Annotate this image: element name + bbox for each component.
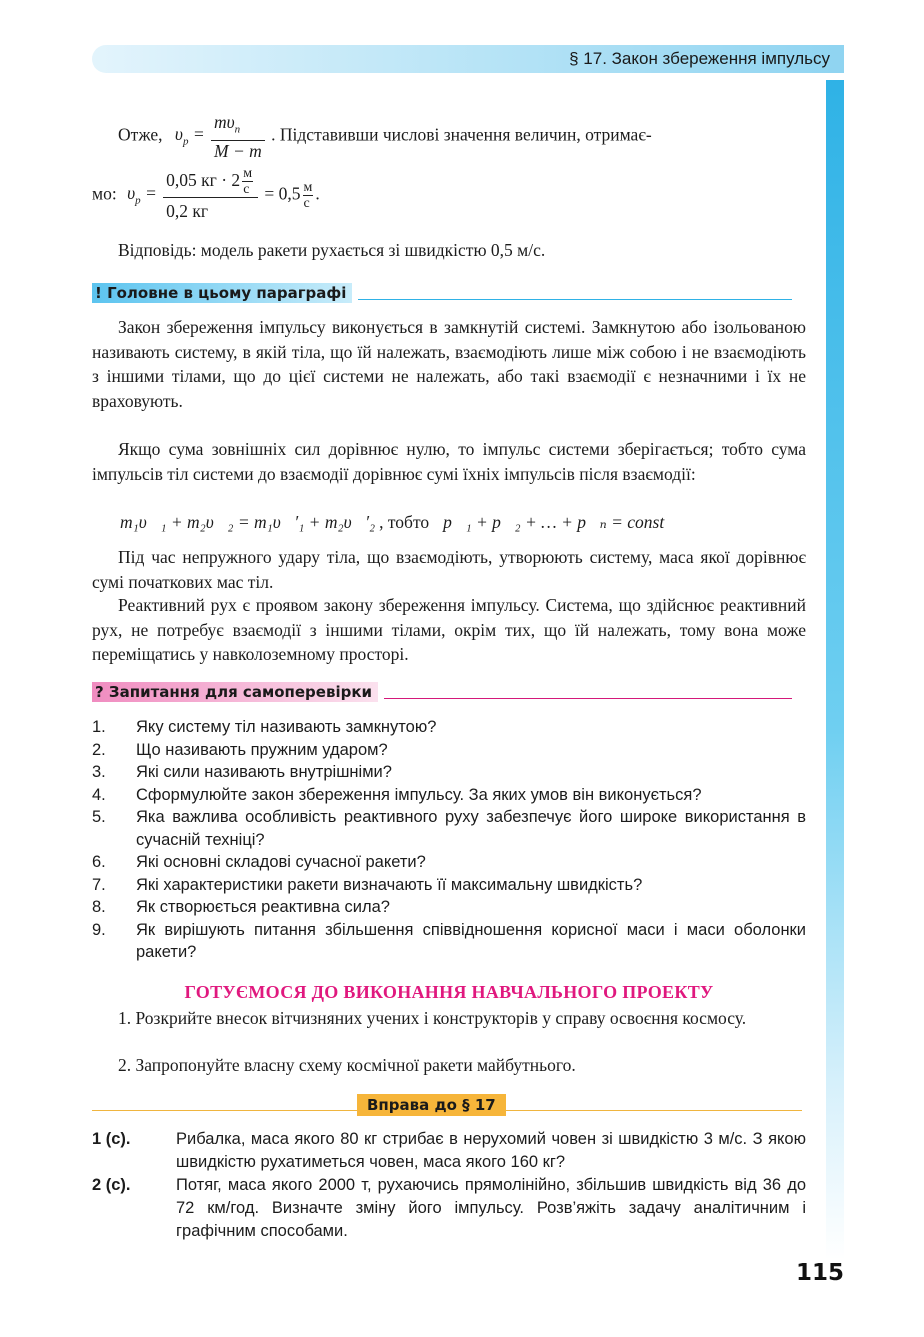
fraction-denominator: M − m — [214, 140, 262, 161]
running-header-title: § 17. Закон збереження імпульсу — [569, 49, 830, 68]
list-item-number: 4. — [92, 785, 106, 804]
solution-text: Отже, — [118, 124, 163, 145]
list-item — [92, 784, 806, 807]
unit-fraction — [242, 166, 253, 197]
solution-line-2: мо: $\upsilon_р$ = 0,05 кг · 2 $\frac{м}{с}$ 0,2 кг = 0,5 $\frac{м}{с}$ . — [92, 166, 808, 224]
list-item-text: Сформулюйте закон збереження імпульсу. За яких умов він виконується? — [136, 785, 702, 804]
formula-connector: , тобто — [379, 512, 430, 532]
summary-paragraph-3: Під час непружного удару тіла, що взаємодіють, утворюють систему, маса якої дорівнює сумі початкових мас тіл. — [92, 547, 806, 592]
list-item-text: Яка важлива особливість реактивного руху забезпечує його широке використання в сучасній техніці? — [136, 808, 806, 849]
exercise-text: Рибалка, маса якого 80 кг стрибає в нерухомий човен зі швидкістю 3 м/с. З якою швидкістю рухатиметься човен, маса якого 160 кг? — [176, 1130, 806, 1171]
unit-top: м — [303, 179, 313, 195]
page-edge-stripe — [826, 80, 844, 1260]
exercise-number: 1 (с). — [92, 1130, 131, 1148]
questions-heading-row — [92, 682, 792, 702]
questions-heading: ? Запитання для самоперевірки — [92, 682, 378, 702]
velocity-fraction — [211, 112, 265, 161]
project-item-1: 1. Розкрийте внесок вітчизняних учених і конструкторів у справу освоєння космосу. — [118, 1008, 747, 1028]
list-item — [92, 716, 806, 739]
list-item — [92, 739, 806, 762]
summary-heading-rule — [358, 299, 792, 300]
formula-left: m₁υ⃗₁ + m₂υ⃗₂ = m₁υ⃗′₁ + m₂υ⃗′₂ — [120, 512, 376, 532]
list-item-text: Яку систему тіл називають замкнутою? — [136, 718, 437, 736]
summary-paragraph-4: Реактивний рух є проявом закону збереження імпульсу. Система, що здійснює реактивний рух, не потребує взаємодії з іншими тілами, окрім тих, що їй належать, тому вона може переміщатись у навколоземному просторі. — [92, 595, 806, 664]
solution-text-end: . Підставивши числові значення величин, отримає- — [271, 124, 652, 145]
exercise-list — [92, 1128, 806, 1243]
list-item — [92, 919, 806, 964]
numeric-result: = 0,5 — [264, 183, 301, 204]
unit-top: м — [243, 166, 253, 182]
list-item-number: 6. — [92, 853, 106, 871]
numeric-numerator: 0,05 кг · 2 — [166, 170, 241, 190]
list-item-number: 1. — [92, 718, 106, 736]
solution-line-1: Отже, $\upsilon_р$ = $\frac{m\upsilon_п}{M - m}$ . Підставивши числові значення величин, отримає- — [118, 112, 652, 161]
list-item — [92, 851, 806, 874]
summary-heading: ! Головне в цьому параграфі — [92, 283, 352, 303]
unit-bottom: с — [303, 195, 310, 211]
list-item-text: Які сили називають внутрішніми? — [136, 763, 392, 781]
list-item-number: 9. — [92, 920, 106, 939]
list-item-text: Які характеристики ракети визначають її максимальну швидкість? — [136, 875, 643, 894]
list-item-number: 7. — [92, 875, 106, 894]
list-item-number: 2. — [92, 740, 106, 759]
exercise-item — [92, 1174, 806, 1243]
fraction-numerator: mυ — [214, 112, 235, 132]
list-item-text: Які основні складові сучасної ракети? — [136, 853, 426, 871]
exercise-item — [92, 1128, 806, 1174]
momentum-formula — [120, 510, 810, 535]
exercise-heading-row — [92, 1094, 802, 1120]
list-item-text: Що називають пружним ударом? — [136, 740, 388, 759]
list-item — [92, 806, 806, 851]
project-item-2: 2. Запропонуйте власну схему космічної ракети майбутнього. — [118, 1055, 576, 1075]
summary-heading-row — [92, 283, 792, 303]
list-item-number: 3. — [92, 763, 106, 781]
list-item-number: 5. — [92, 808, 106, 826]
answer-line: Відповідь: модель ракети рухається зі швидкістю 0,5 м/с. — [118, 240, 546, 260]
project-title: ГОТУЄМОСЯ ДО ВИКОНАННЯ НАВЧАЛЬНОГО ПРОЕКТУ — [184, 982, 714, 1002]
exercise-heading: Вправа до § 17 — [357, 1094, 506, 1116]
page-number: 115 — [795, 1260, 844, 1286]
numeric-fraction — [163, 166, 258, 224]
summary-paragraph-1: Закон збереження імпульсу виконується в замкнутій системі. Замкнутою або ізольованою називають систему, в якій тіла, що їй належать, взаємодіють лише між собою і не взаємодіють з іншими тілами, що до цієї системи не належать, або такі взаємодії є незначними і їх не враховують. — [92, 317, 806, 411]
list-item-text: Як створюється реактивна сила? — [136, 898, 390, 916]
numerator-subscript: п — [234, 123, 241, 136]
formula-right: p⃗₁ + p⃗₂ + … + p⃗ₙ = const — [443, 512, 665, 532]
list-item-text: Як вирішують питання збільшення співвідношення корисної маси і маси оболонки ракети? — [136, 920, 806, 961]
questions-list — [92, 716, 806, 964]
solution-text: мо: — [92, 183, 117, 204]
exercise-text: Потяг, маса якого 2000 т, рухаючись прямолінійно, збільшив швидкість від 36 до 72 км/год. Визначте зміну його імпульсу. Розв’яжіть задачу аналітичним і графічним способами. — [176, 1176, 806, 1240]
list-item — [92, 874, 806, 897]
questions-heading-rule — [384, 698, 792, 699]
velocity-subscript: р — [182, 135, 189, 148]
summary-paragraph-2: Якщо сума зовнішніх сил дорівнює нулю, то імпульс системи зберігається; тобто сума імпульсів тіл системи до взаємодії дорівнює сумі їхніх імпульсів після взаємодії: — [92, 439, 806, 484]
numeric-denominator: 0,2 кг — [166, 201, 209, 222]
unit-bottom: с — [243, 182, 250, 198]
velocity-symbol: υ — [174, 124, 183, 145]
list-item-number: 8. — [92, 898, 106, 916]
result-unit-fraction — [303, 180, 314, 211]
exercise-number: 2 (с). — [92, 1176, 131, 1194]
list-item — [92, 896, 806, 919]
list-item — [92, 761, 806, 784]
